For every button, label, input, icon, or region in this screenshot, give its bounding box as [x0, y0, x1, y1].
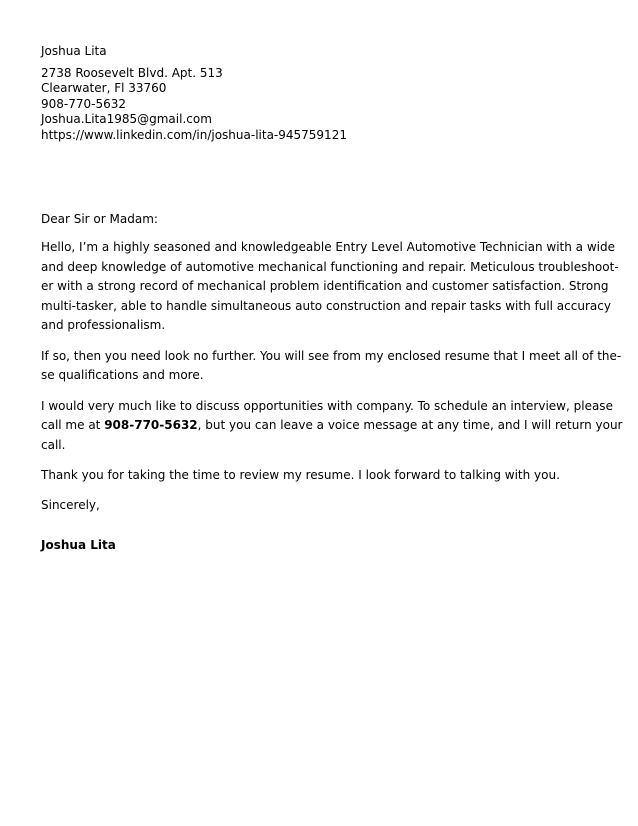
- bold-phone-number: 908-770-5632: [104, 418, 198, 432]
- closing: Sincerely,: [41, 497, 100, 512]
- paragraph-line: call.: [41, 437, 66, 452]
- paragraph-line: and deep knowledge of automotive mechanical functioning and repair. Meticulous troubleshoot-: [41, 259, 619, 274]
- paragraph-line: If so, then you need look no further. You will see from my enclosed resume that I meet all of the-: [41, 348, 622, 363]
- paragraph-line: er with a strong record of mechanical problem identification and customer satisfaction. Strong: [41, 279, 609, 293]
- paragraph-line: se qualifications and more.: [41, 368, 204, 382]
- contact-block: [41, 44, 601, 144]
- email-address[interactable]: Joshua.Lita1985@gmail.com: [41, 112, 212, 127]
- paragraph-qualifications: [41, 347, 622, 386]
- paragraph-interview: [41, 397, 623, 456]
- paragraph-line: multi-tasker, able to handle simultaneous auto construction and repair tasks with full accuracy: [41, 298, 611, 313]
- paragraph-line-with-phone: [41, 416, 623, 436]
- voice-message-text: , but you can leave a voice message at any time, and I will return your: [197, 418, 623, 432]
- salutation: Dear Sir or Madam:: [41, 212, 158, 226]
- paragraph-line: Hello, I’m a highly seasoned and knowledgeable Entry Level Automotive Technician with a wide: [41, 240, 615, 254]
- letter-body: [41, 211, 623, 513]
- sender-name: Joshua Lita: [41, 44, 107, 58]
- paragraph-thanks: [41, 466, 598, 486]
- paragraph-line: and professionalism.: [41, 318, 166, 332]
- paragraph-line: I would very much like to discuss opportunities with company. To schedule an interview, please: [41, 398, 613, 413]
- phone-number: 908-770-5632: [41, 96, 127, 111]
- linkedin-url[interactable]: https://www.linkedin.com/in/joshua-lita-945759121: [41, 127, 347, 142]
- signature-name: Joshua Lita: [41, 538, 116, 552]
- paragraph-intro: [41, 238, 619, 336]
- call-me-text: call me at: [41, 418, 105, 432]
- address-line-2: Clearwater, Fl 33760: [41, 81, 167, 96]
- paragraph-line: Thank you for taking the time to review my resume. I look forward to talking with you.: [41, 468, 560, 482]
- address-line-1: 2738 Roosevelt Blvd. Apt. 513: [41, 65, 223, 80]
